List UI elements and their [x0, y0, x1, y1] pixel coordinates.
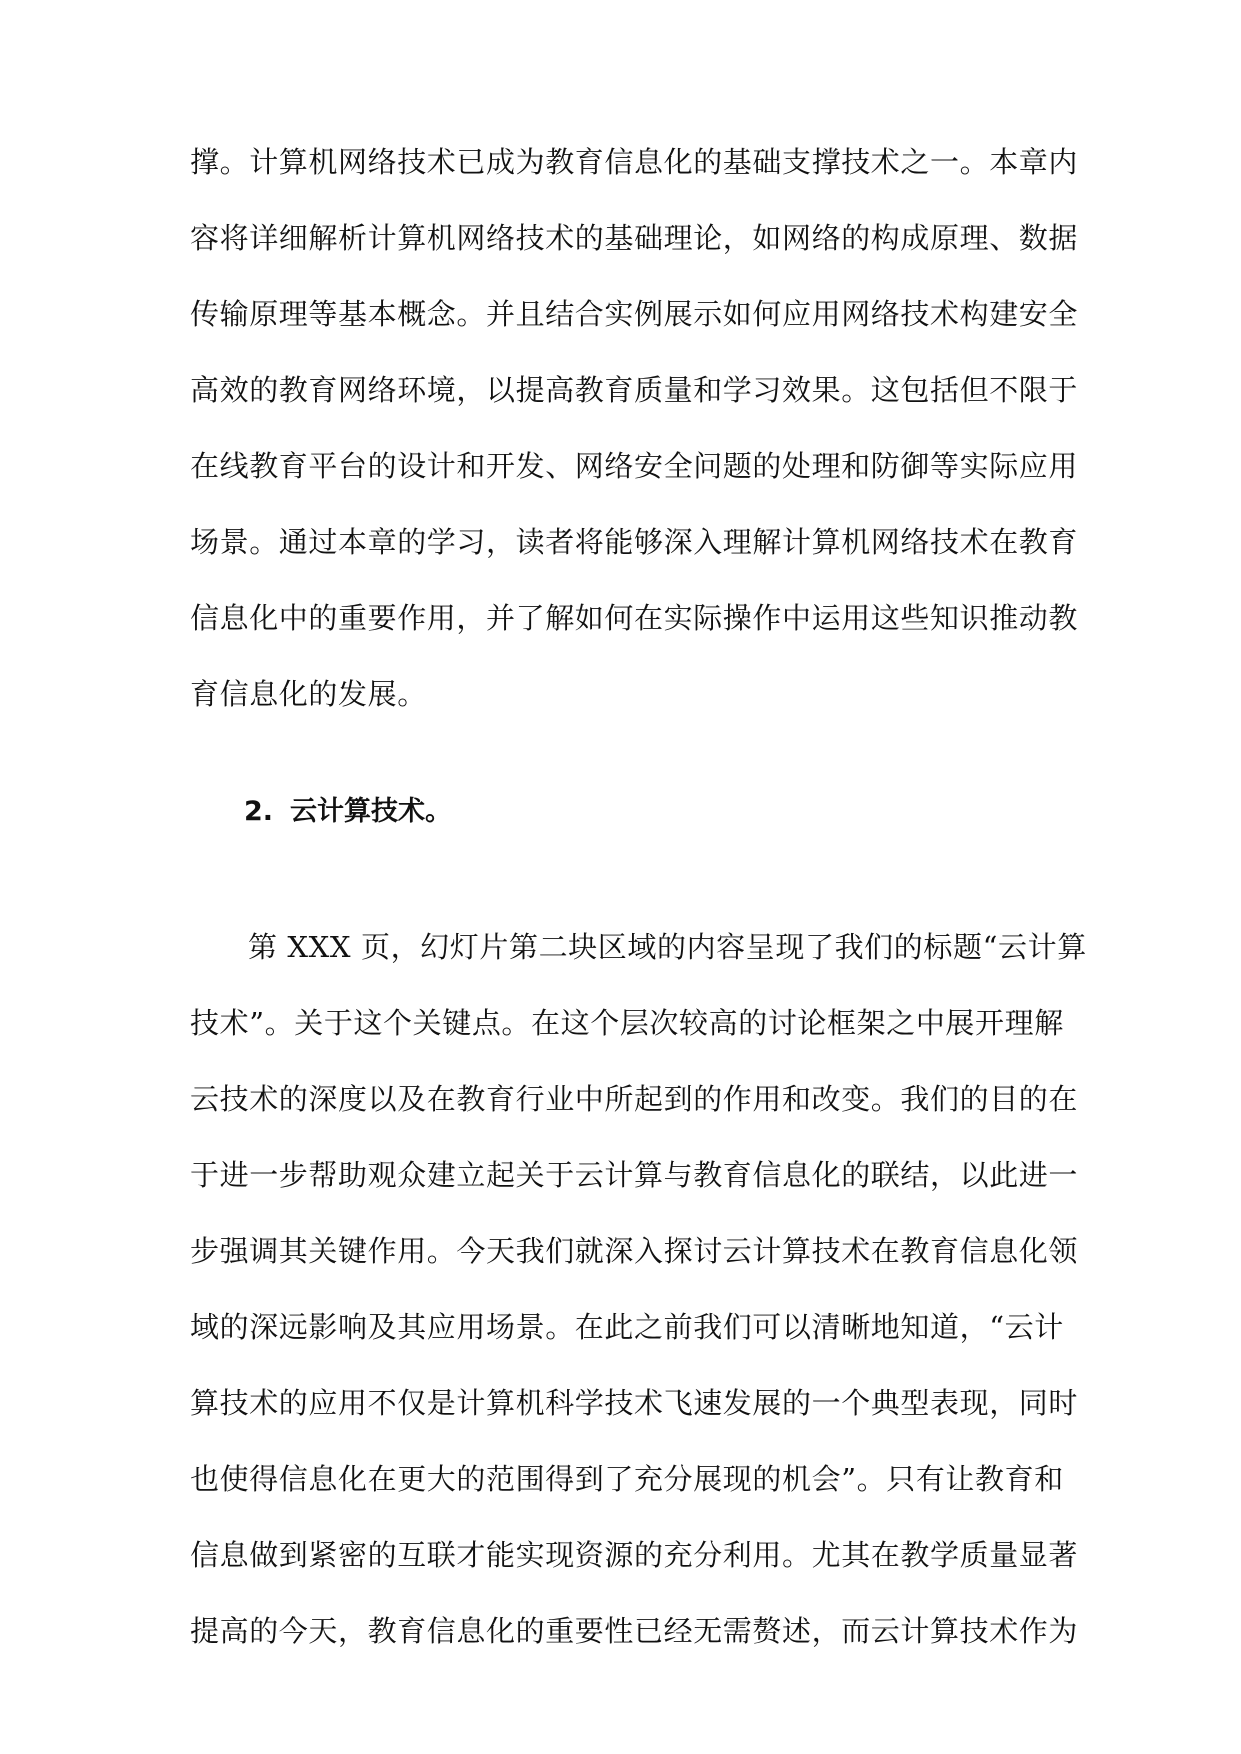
paragraph-line: 算技术的应用不仅是计算机科学技术飞速发展的一个典型表现，同时 — [190, 1386, 1079, 1420]
paragraph-line: 步强调其关键作用。今天我们就深入探讨云计算技术在教育信息化领 — [190, 1234, 1079, 1268]
paragraph-line: 第 XXX 页，幻灯片第二块区域的内容呈现了我们的标题“云计算 — [248, 930, 1087, 964]
paragraph-line: 于进一步帮助观众建立起关于云计算与教育信息化的联结，以此进一 — [190, 1158, 1079, 1192]
paragraph-line: 在线教育平台的设计和开发、网络安全问题的处理和防御等实际应用 — [190, 449, 1079, 483]
section-heading — [244, 792, 452, 832]
paragraph-line: 信息化中的重要作用，并了解如何在实际操作中运用这些知识推动教 — [190, 601, 1079, 635]
section-number: 2. — [244, 796, 274, 827]
paragraph-line: 域的深远影响及其应用场景。在此之前我们可以清晰地知道，“云计 — [190, 1310, 1064, 1344]
paragraph-line: 技术”。关于这个关键点。在这个层次较高的讨论框架之中展开理解 — [190, 1006, 1064, 1040]
paragraph-line: 场景。通过本章的学习，读者将能够深入理解计算机网络技术在教育 — [190, 525, 1079, 559]
paragraph-line: 云技术的深度以及在教育行业中所起到的作用和改变。我们的目的在 — [190, 1082, 1079, 1116]
paragraph-line: 信息做到紧密的互联才能实现资源的充分利用。尤其在教学质量显著 — [190, 1538, 1079, 1572]
paragraph-line: 高效的教育网络环境，以提高教育质量和学习效果。这包括但不限于 — [190, 373, 1079, 407]
paragraph-line: 容将详细解析计算机网络技术的基础理论，如网络的构成原理、数据 — [190, 221, 1079, 255]
paragraph-line: 撑。计算机网络技术已成为教育信息化的基础支撑技术之一。本章内 — [190, 145, 1079, 179]
paragraph-line: 也使得信息化在更大的范围得到了充分展现的机会”。只有让教育和 — [190, 1462, 1064, 1496]
section-title: 云计算技术。 — [290, 796, 452, 827]
paragraph-line: 提高的今天，教育信息化的重要性已经无需赘述，而云计算技术作为 — [190, 1614, 1079, 1648]
paragraph-line: 育信息化的发展。 — [190, 677, 427, 711]
paragraph-line: 传输原理等基本概念。并且结合实例展示如何应用网络技术构建安全 — [190, 297, 1079, 331]
